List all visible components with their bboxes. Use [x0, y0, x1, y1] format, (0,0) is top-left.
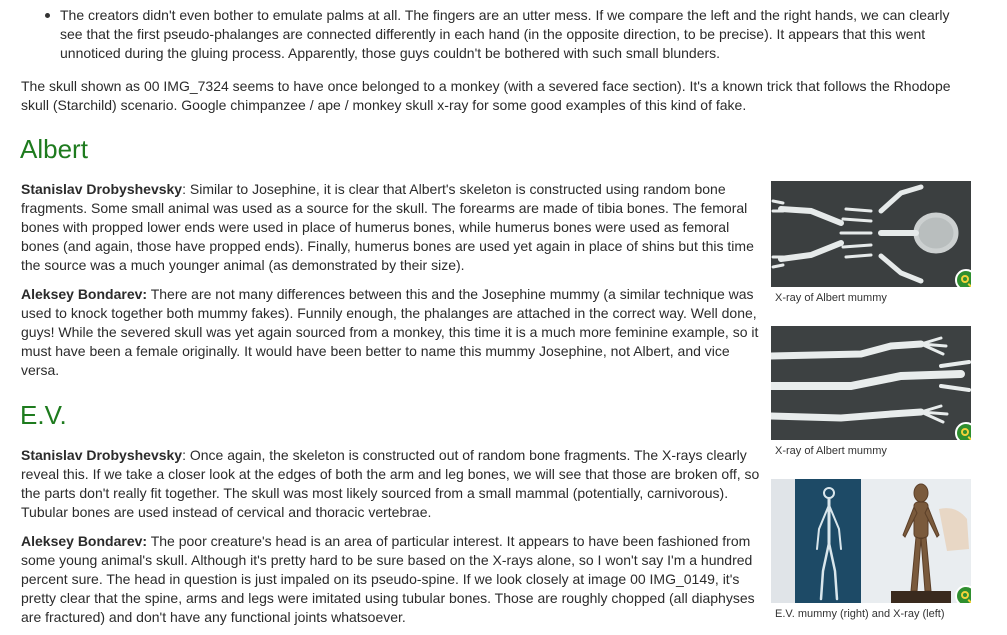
albert-paragraph-2: [21, 285, 766, 380]
ev-heading: E.V.: [20, 400, 67, 430]
figure-ev: [771, 479, 971, 621]
author-name: Aleksey Bondarev:: [21, 533, 148, 549]
figure-albert-xray-1: [771, 181, 971, 305]
figure-caption: X-ray of Albert mummy: [775, 292, 887, 304]
albert-xray-image[interactable]: [771, 326, 971, 440]
zoom-icon[interactable]: [955, 422, 971, 440]
paragraph-text: : Once again, the skeleton is constructed out of random bone fragments. The X-rays clearly reveal this. If we take a closer look at the edges of both the arm and leg bones, we will see that those are broken off, so the parts don't really fit together. The skull was most likely sourced from a small mammal (potentially, carnivorous). Tubular bones are used instead of cervical and thoracic vertebrae.: [21, 447, 760, 520]
bullet-item: The creators didn't even bother to emulate palms at all. The fingers are an utter mess. If we compare the left and the right hands, we can clearly see that the first pseudo-phalanges are connected differently in each hand (in the opposite direction, to be precise). It appears that this went unnoticed during the gluing process. Apparently, those guys couldn't be bothered with such small blunders.: [60, 6, 960, 63]
ev-paragraph-2: [21, 532, 761, 627]
skull-paragraph: The skull shown as 00 IMG_7324 seems to have once belonged to a monkey (with a severed face section). It's a known trick that follows the Rhodope skull (Starchild) scenario. Google chimpanzee / ape / monkey skull x-ray for some good examples of this kind of fake.: [21, 78, 951, 113]
figure-caption: X-ray of Albert mummy: [775, 445, 887, 457]
author-name: Aleksey Bondarev:: [21, 286, 148, 302]
ev-mummy-image[interactable]: [771, 479, 971, 603]
paragraph-text: The poor creature's head is an area of particular interest. It appears to have been fashioned from some young animal's skull. Although it's pretty hard to be sure based on the X-rays alone, so I won't say I'm a hundred percent sure. The head in question is just impaled on its pseudo-spine. If we look closely at image 00 IMG_0149, it's pretty clear that the spine, arms and legs were imitated using tubular bones. Those are roughly chopped (all diaphyses are fractured) and don't have any functional joints whatsoever.: [21, 533, 755, 625]
albert-paragraph-1: [21, 180, 761, 275]
zoom-icon[interactable]: [955, 269, 971, 287]
zoom-icon[interactable]: [955, 585, 971, 603]
figure-albert-xray-2: [771, 326, 971, 458]
paragraph-text: : Similar to Josephine, it is clear that Albert's skeleton is constructed using random bone fragments. Some small animal was used as a source for the skull. The forearms are made of tibia bones. The femoral bones with propped lower ends were used in place of humerus bones, while humerus bones were used as femoral bones (and again, those have propped ends). Finally, humerus bones are used yet again in place of shins but this time the source was a much younger animal (as demonstrated by their size).: [21, 181, 754, 273]
author-name: Stanislav Drobyshevsky: [21, 447, 183, 463]
bullet-list: [60, 6, 960, 63]
albert-heading: Albert: [20, 134, 88, 164]
author-name: Stanislav Drobyshevsky: [21, 181, 183, 197]
albert-xray-image[interactable]: [771, 181, 971, 287]
paragraph-text: There are not many differences between this and the Josephine mummy (a similar technique was used to knock together both mummy fakes). Funnily enough, the phalanges are attached in the correct way. Well done, guys! While the severed skull was yet again sourced from a monkey, this time it is a much more feminine example, so it must have been a female originally. It would have been better to name this mummy Josephine, not Albert, and vice versa.: [21, 286, 759, 378]
ev-paragraph-1: [21, 446, 761, 522]
figure-caption: E.V. mummy (right) and X-ray (left): [775, 608, 945, 620]
